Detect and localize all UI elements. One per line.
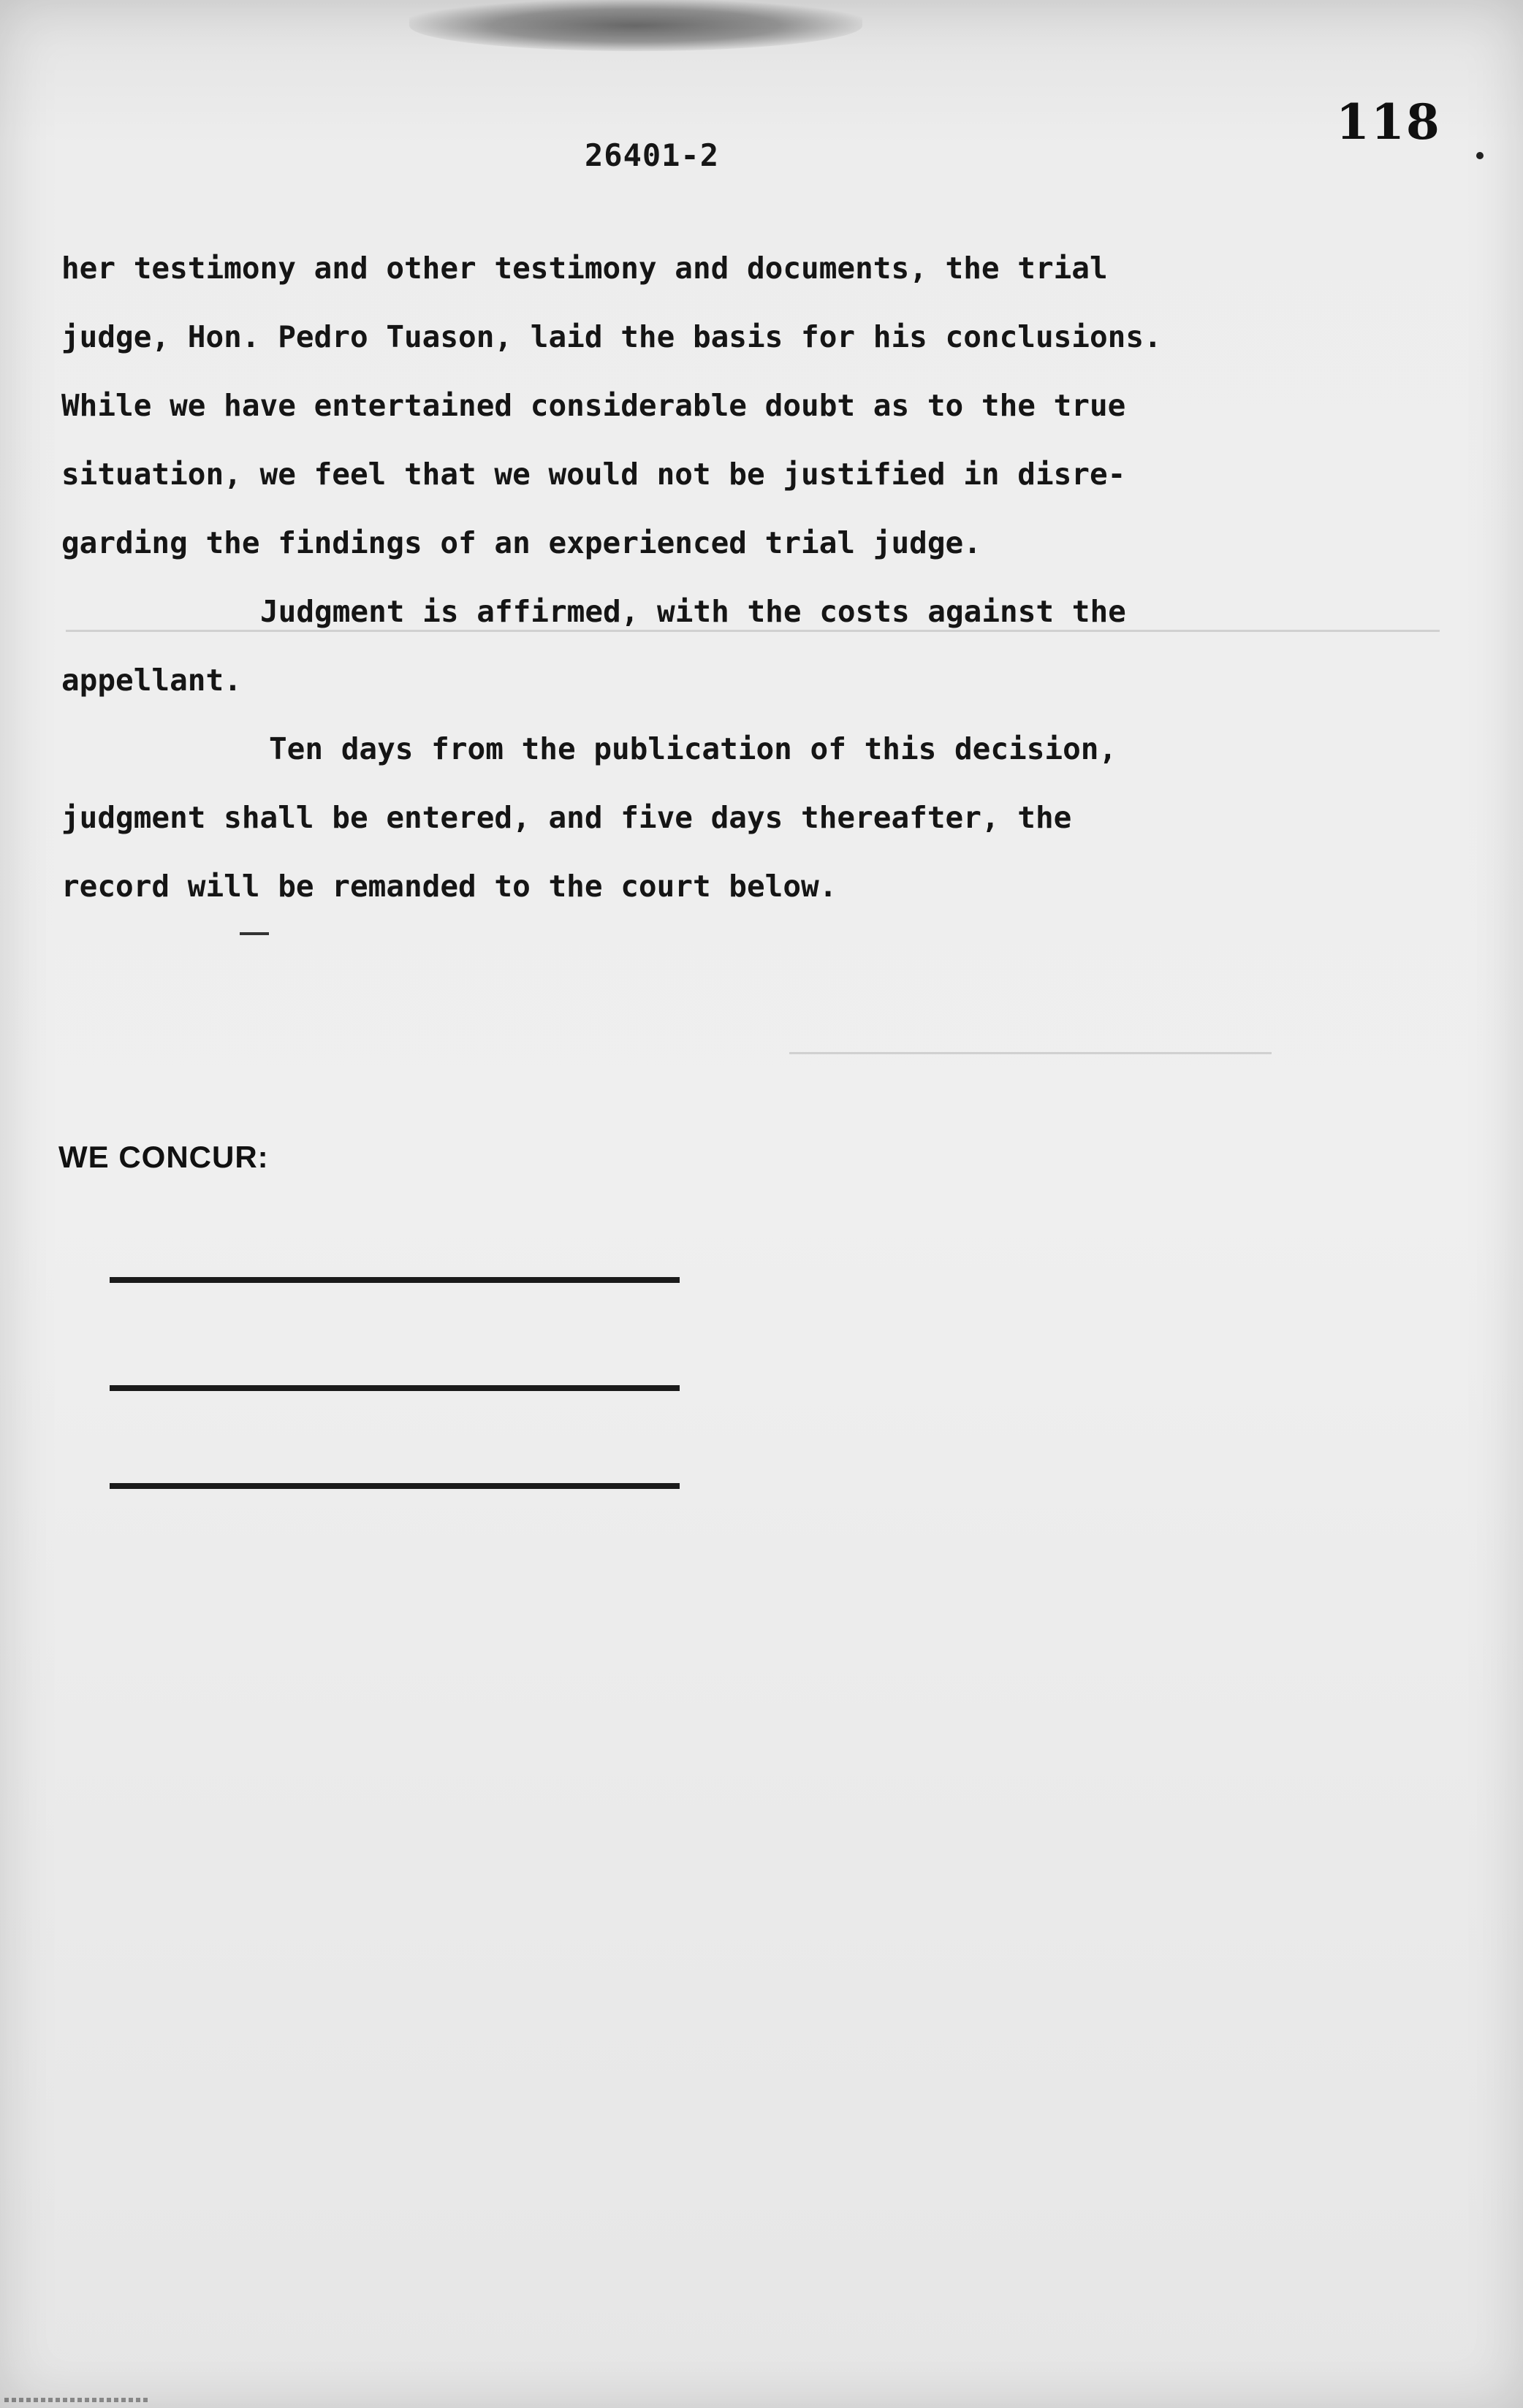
bleed-through-rule: [789, 1052, 1272, 1054]
body-line: situation, we feel that we would not be justified in disre-: [61, 457, 1126, 492]
stray-ink-mark: [240, 932, 269, 935]
signature-line: [110, 1277, 680, 1283]
body-line-text: Ten days from the publication of this decision,: [269, 731, 1117, 766]
page-dot-mark: [1476, 152, 1484, 159]
page-number: 118: [1336, 94, 1441, 150]
decision-text: [61, 234, 1348, 921]
body-line: judge, Hon. Pedro Tuason, laid the basis for his conclusions.: [61, 319, 1162, 354]
body-line: While we have entertained considerable doubt as to the true: [61, 388, 1126, 423]
concurrence-label: WE CONCUR:: [58, 1140, 269, 1174]
paper-stain: [409, 0, 862, 51]
body-line-indented: [61, 715, 1348, 783]
body-line-indented: [61, 577, 1348, 646]
body-line: record will be remanded to the court below.: [61, 869, 838, 904]
body-line-text: Judgment is affirmed, with the costs against the: [260, 594, 1126, 629]
body-line: judgment shall be entered, and five days thereafter, the: [61, 800, 1072, 835]
body-line: appellant.: [61, 663, 242, 698]
signature-line: [110, 1483, 680, 1489]
scan-footer-mark: [4, 2398, 151, 2402]
body-line: her testimony and other testimony and documents, the trial: [61, 251, 1108, 286]
body-line: garding the findings of an experienced trial judge.: [61, 525, 981, 560]
signature-line: [110, 1385, 680, 1391]
case-number: 26401-2: [585, 137, 720, 173]
